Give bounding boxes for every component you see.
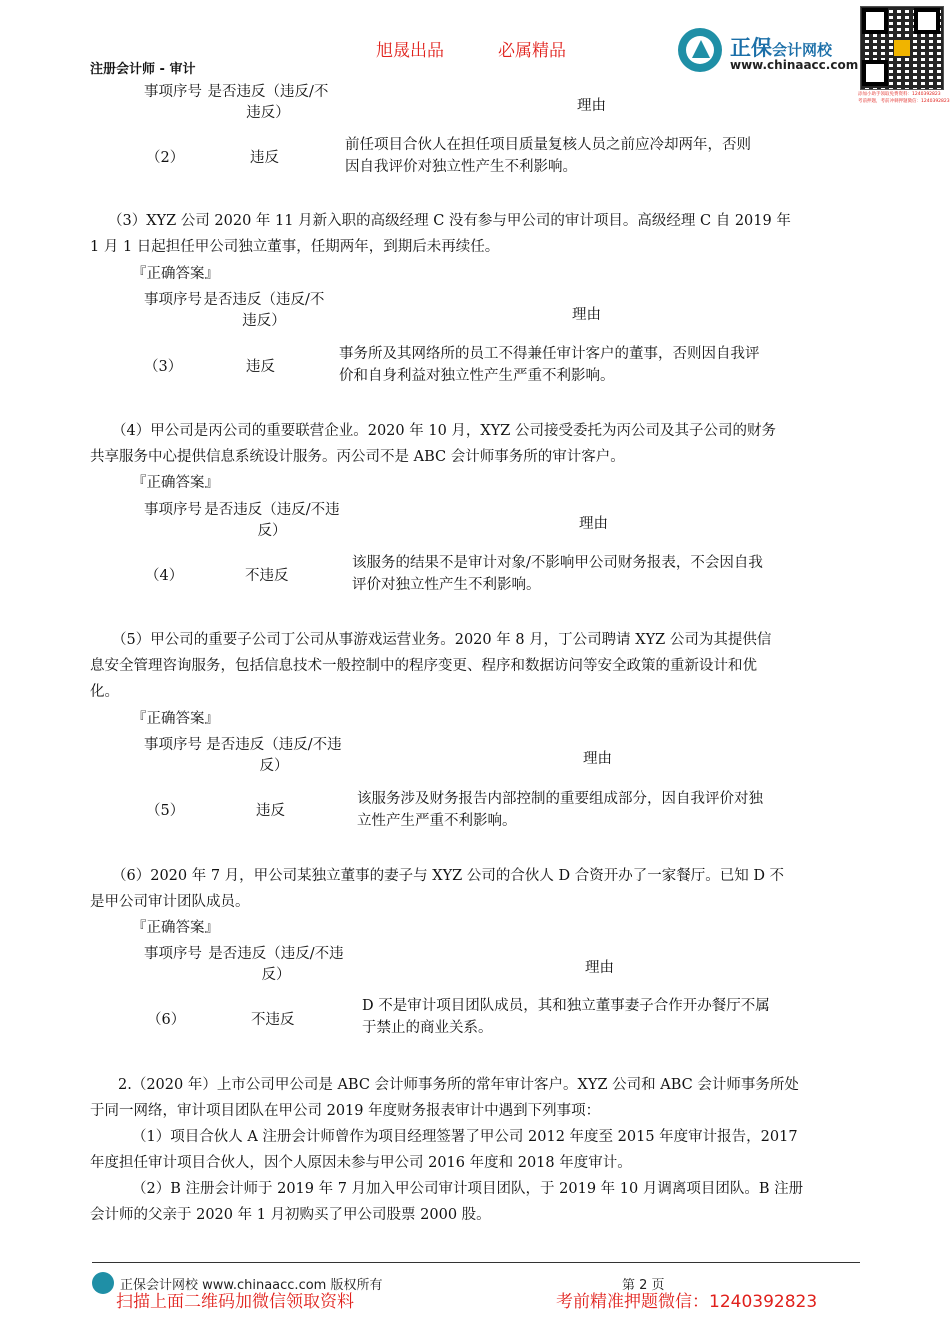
subject-title: 注册会计师 - 审计 <box>90 62 196 77</box>
table-header-violation: 是否违反（违反/不违反） <box>204 502 340 539</box>
table-reason-line: 立性产生严重不利影响。 <box>357 813 517 829</box>
logo-title: 正保会计网校 <box>730 36 833 60</box>
table-header-violation: 是否违反（违反/不违反） <box>203 292 325 329</box>
table-item-no: （2） <box>146 150 185 166</box>
question2-text: （1）项目合伙人 A 注册会计师曾作为项目经理签署了甲公司 2012 年度至 2015 年度审计报告，2017 <box>132 1129 798 1145</box>
table-item-no: （3） <box>144 359 183 375</box>
logo-mark <box>678 28 722 72</box>
table-reason-line: 该服务涉及财务报告内部控制的重要组成部分，因自我评价对独 <box>357 791 763 807</box>
table-verdict: 不违反 <box>245 568 289 584</box>
question-text: 息安全管理咨询服务，包括信息技术一般控制中的程序变更、程序和数据访问等安全政策的重新设计和优 <box>90 658 757 674</box>
answer-label: 『正确答案』 <box>132 266 219 282</box>
question2-text: （2）B 注册会计师于 2019 年 7 月加入甲公司审计项目团队，于 2019 年 10 月调离项目团队。B 注册 <box>132 1181 804 1197</box>
table-verdict: 违反 <box>256 803 285 819</box>
footer-promo-right: 考前精准押题微信：1240392823 <box>556 1292 818 1312</box>
qr-center-logo <box>894 40 910 56</box>
answer-label: 『正确答案』 <box>132 920 219 936</box>
table-header-violation: 是否违反（违反/不违反） <box>208 946 344 983</box>
table-reason-line: 因自我评价对独立性产生不利影响。 <box>345 159 577 175</box>
question2-text: 2.（2020 年）上市公司甲公司是 ABC 会计师事务所的常年审计客户。XYZ 公司和 ABC 会计师事务所处 <box>118 1077 799 1093</box>
table-header-item-no: 事项序号 <box>144 84 202 100</box>
question-text: （6）2020 年 7 月，甲公司某独立董事的妻子与 XYZ 公司的合伙人 D 合资开办了一家餐厅。已知 D 不 <box>112 868 785 884</box>
table-verdict: 违反 <box>246 359 275 375</box>
answer-label: 『正确答案』 <box>132 711 219 727</box>
table-header-item-no: 事项序号 <box>144 292 202 308</box>
question2-text: 年度担任审计项目合伙人，因个人原因未参与甲公司 2016 年度和 2018 年度审计。 <box>90 1155 632 1171</box>
table-header-item-no: 事项序号 <box>144 946 202 962</box>
question2-text: 会计师的父亲于 2020 年 1 月初购买了甲公司股票 2000 股。 <box>90 1207 491 1223</box>
table-reason-line: 该服务的结果不是审计对象/不影响甲公司财务报表，不会因自我 <box>352 555 763 571</box>
qr-caption-1: 添加小助手领取免费资料：1240392823 <box>858 92 941 97</box>
question-text: （5）甲公司的重要子公司丁公司从事游戏运营业务。2020 年 8 月，丁公司聘请 XYZ 公司为其提供信 <box>112 632 772 648</box>
table-reason-line: 前任项目合伙人在担任项目质量复核人员之前应冷却两年，否则 <box>345 137 751 153</box>
table-header-reason: 理由 <box>585 960 614 976</box>
table-header-reason: 理由 <box>572 307 601 323</box>
table-header-violation: 是否违反（违反/不违反） <box>206 737 342 774</box>
table-header-reason: 理由 <box>579 516 608 532</box>
table-verdict: 违反 <box>250 150 279 166</box>
footer-logo-icon <box>92 1272 114 1294</box>
table-header-reason: 理由 <box>577 98 606 114</box>
table-item-no: （6） <box>147 1012 186 1028</box>
footer-promo-left: 扫描上面二维码加微信领取资料 <box>116 1292 354 1312</box>
question-text: 是甲公司审计团队成员。 <box>90 894 250 910</box>
question-text: 1 月 1 日起担任甲公司独立董事，任期两年，到期后未再续任。 <box>90 239 500 255</box>
table-reason-line: 价和自身利益对独立性产生严重不利影响。 <box>339 368 615 384</box>
footer-divider <box>92 1262 860 1263</box>
qr-caption-2: 考前押题，考前冲刺押题微信：1240392823 <box>858 99 950 104</box>
table-reason-line: 评价对独立性产生不利影响。 <box>352 577 541 593</box>
table-header-reason: 理由 <box>583 751 612 767</box>
table-header-violation: 是否违反（违反/不违反） <box>207 84 329 121</box>
qr-corner-tr <box>914 8 940 34</box>
table-header-item-no: 事项序号 <box>144 737 202 753</box>
question-text: 共享服务中心提供信息系统设计服务。丙公司不是 ABC 会计师事务所的审计客户。 <box>90 449 625 465</box>
table-reason-line: D 不是审计项目团队成员，其和独立董事妻子合作开办餐厅不属 <box>362 998 770 1014</box>
footer-copyright: 正保会计网校 www.chinaacc.com 版权所有 <box>120 1278 383 1293</box>
table-item-no: （5） <box>146 803 185 819</box>
table-verdict: 不违反 <box>251 1012 295 1028</box>
header-slogan-right: 必属精品 <box>498 41 566 61</box>
table-reason-line: 于禁止的商业关系。 <box>362 1020 493 1036</box>
logo-url: www.chinaacc.com <box>730 58 859 72</box>
qr-corner-tl <box>862 8 888 34</box>
question-text: （4）甲公司是丙公司的重要联营企业。2020 年 10 月，XYZ 公司接受委托为丙公司及其子公司的财务 <box>112 423 776 439</box>
table-reason-line: 事务所及其网络所的员工不得兼任审计客户的董事，否则因自我评 <box>339 346 760 362</box>
question2-text: 于同一网络，审计项目团队在甲公司 2019 年度财务报表审计中遇到下列事项： <box>90 1103 601 1119</box>
qr-corner-bl <box>862 60 888 86</box>
question-text: 化。 <box>90 684 119 700</box>
footer-page-number: 第 2 页 <box>622 1278 665 1293</box>
answer-label: 『正确答案』 <box>132 475 219 491</box>
table-header-item-no: 事项序号 <box>144 502 202 518</box>
question-text: （3）XYZ 公司 2020 年 11 月新入职的高级经理 C 没有参与甲公司的审计项目。高级经理 C 自 2019 年 <box>108 213 791 229</box>
header-slogan-left: 旭晟出品 <box>376 41 444 61</box>
table-item-no: （4） <box>145 568 184 584</box>
